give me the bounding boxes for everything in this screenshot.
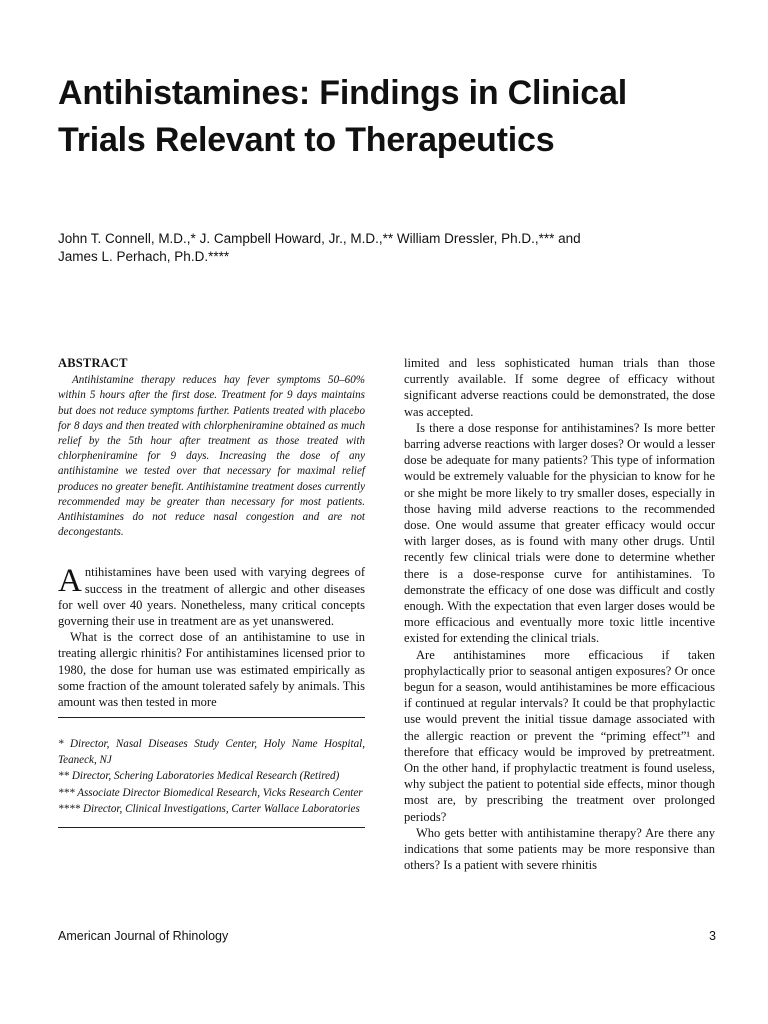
page-number: 3 bbox=[709, 929, 716, 943]
right-paragraph-1: limited and less sophisticated human trials than those currently available. If some degree of efficacy without significant adverse reactions could be demonstrated, the dose was accepted. bbox=[404, 356, 715, 419]
left-column bbox=[58, 355, 365, 710]
dose-paragraph: What is the correct dose of an antihistamine to use in treating allergic rhinitis? For antihistamines licensed prior to 1980, the dose for human use was estimated empirically as some fraction of the amount tolerated safely by animals. This amount was then tested in more bbox=[58, 630, 365, 710]
drop-cap: A bbox=[58, 563, 82, 600]
footnotes bbox=[58, 717, 365, 828]
abstract-text: Antihistamine therapy reduces hay fever symptoms 50–60% within 5 hours after the first dose. Treatment for 9 days maintains but does not reduce symptoms further. Patients treated with placebo for 8 days and then treated with chlorpheniramine obtained as much relief by the 5th hour after treatment as those treated with chlorpheniramine for 9 days. Increasing the dose of any antihistamine we tested over that necessary for maximal relief produces no greater benefit. Antihistamine treatment doses currently recommended may be greater than necessary for most patients. Antihistamines do not reduce nasal congestion and are not decongestants. bbox=[58, 374, 365, 539]
author-line-1: John T. Connell, M.D.,* J. Campbell Howard, Jr., M.D.,** William Dressler, Ph.D.,*** and bbox=[58, 231, 581, 246]
footnote-2: ** Director, Schering Laboratories Medical Research (Retired) bbox=[58, 770, 340, 783]
title-line-2: Trials Relevant to Therapeutics bbox=[58, 121, 555, 159]
right-paragraph-3: Are antihistamines more efficacious if taken prophylactically prior to seasonal antigen exposures? Or once begun for a season, would antihistamines be more efficacious if continued at regular intervals? It could be that prophylactic use would prevent the initial tissue damage associated with the allergic reaction or prevent the “priming effect”¹ and therefore that efficacy would be improved by pretreatment. On the other hand, if prophylactic treatment is found useless, why subject the patient to potential side effects, minor though most are, by prescribing the treatment over prolonged periods? bbox=[404, 647, 715, 824]
abstract-heading: ABSTRACT bbox=[58, 356, 128, 370]
right-paragraph-4: Who gets better with antihistamine therapy? Are there any indications that some patients may be more responsive than others? Is a patient with severe rhinitis bbox=[404, 825, 715, 873]
article-title bbox=[58, 70, 738, 164]
footnote-1: * Director, Nasal Diseases Study Center, Holy Name Hospital, Teaneck, NJ bbox=[58, 738, 365, 767]
footnote-rule-bottom bbox=[58, 827, 365, 828]
footnote-3: *** Associate Director Biomedical Research, Vicks Research Center bbox=[58, 786, 363, 799]
title-line-1: Antihistamines: Findings in Clinical bbox=[58, 74, 627, 112]
footnote-4: **** Director, Clinical Investigations, Carter Wallace Laboratories bbox=[58, 802, 360, 815]
journal-name: American Journal of Rhinology bbox=[58, 929, 229, 943]
intro-paragraph bbox=[58, 564, 365, 629]
author-line-2: James L. Perhach, Ph.D.**** bbox=[58, 249, 230, 264]
intro-paragraph-text: ntihistamines have been used with varying degrees of success in the treatment of allergic and other diseases for well over 40 years. Nonetheless, many critical concepts governing their use in treatment are as yet unanswered. bbox=[58, 565, 365, 629]
right-column bbox=[404, 355, 715, 874]
right-paragraph-2: Is there a dose response for antihistamines? Is more better barring adverse reactions with larger doses? Or would a lesser dose be adequate for many patients? This type of information would be extremely valuable for the physician to know for he or she might be more likely to try smaller doses, especially in those having mild adverse reactions to the recommended dose. One would assume that greater efficacy would occur with larger doses, as is found with many other drugs. Until recently few clinical trials were done to determine whether there is a dose-response curve for antihistamines. To demonstrate the efficacy of one dose was difficult and costly enough. With the expectation that even larger doses would be more efficacious and eventually more toxic little incentive existed for extending the clinical trials. bbox=[404, 420, 715, 646]
author-list bbox=[58, 230, 718, 266]
